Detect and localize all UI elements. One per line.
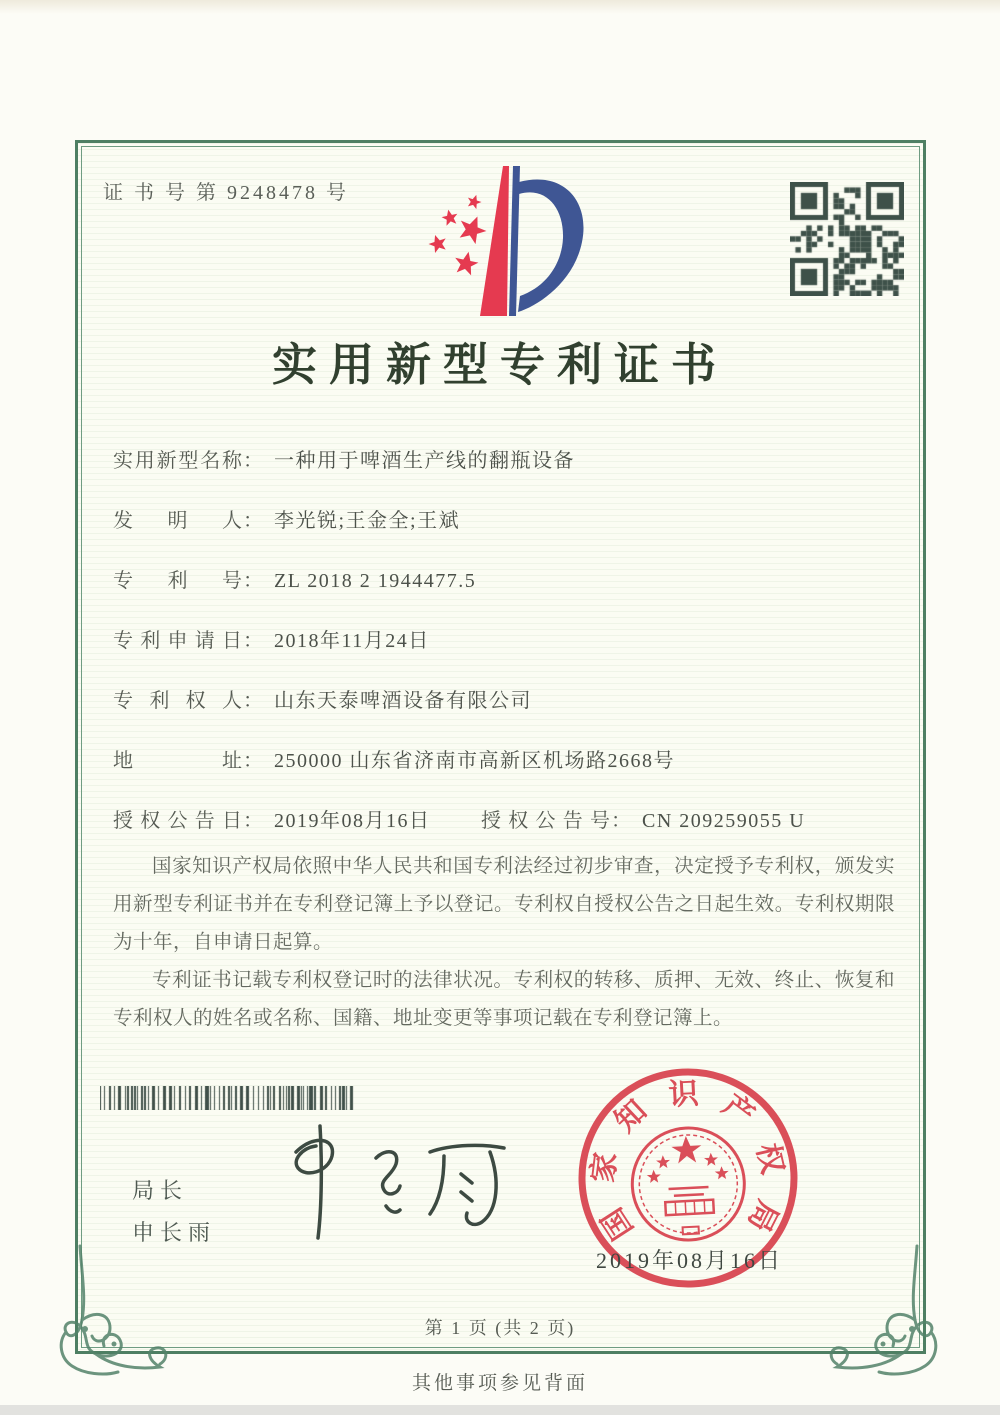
field-value: 2019年08月16日 [274,810,431,832]
seal-char: 识 [667,1077,700,1112]
field-colon: ： [243,690,264,712]
field-row-patent-number [113,564,905,624]
officer-block [132,1170,216,1254]
seal-char: 国 [595,1201,640,1246]
seal-national-emblem-icon [629,1125,747,1243]
field-row-patentee [113,684,905,744]
field-colon: ： [243,450,264,472]
field-colon: ： [243,750,264,772]
field-label: 授权公告号 [481,810,611,832]
legal-paragraph-2: 专利证书记载专利权登记时的法律状况。专利权的转移、质押、无效、终止、恢复和专利权人的姓名或名称、国籍、地址变更等事项记载在专利登记簿上。 [113,970,895,1029]
field-colon: ： [243,630,264,652]
field-value: 2018年11月24日 [274,630,430,652]
seal-date: 2019年08月16日 [596,1248,784,1273]
field-value: ZL 2018 2 1944477.5 [274,570,477,592]
field-colon: ： [243,810,264,832]
barcode [100,1086,356,1110]
qr-code [790,182,904,296]
seal-char: 权 [750,1140,790,1178]
field-row-name [113,444,905,504]
seal-char: 局 [741,1195,785,1237]
seal-char: 知 [608,1093,654,1139]
field-value: 一种用于啤酒生产线的翻瓶设备 [274,450,575,472]
officer-name: 申长雨 [132,1220,217,1245]
legal-text [113,848,895,1038]
seal-char: 产 [716,1088,761,1133]
field-value: 李光锐;王金全;王斌 [274,510,461,532]
grant-date-pair [113,810,431,832]
field-label: 专利申请日 [113,630,243,652]
field-colon: ： [611,810,632,832]
certificate-number: 证 书 号 第 9248478 号 [103,182,349,204]
field-label: 专利权人 [113,690,243,712]
field-value: CN 209259055 U [642,810,806,832]
legal-paragraph-1: 国家知识产权局依照中华人民共和国专利法经过初步审查，决定授予专利权，颁发实用新型专利证书并在专利登记簿上予以登记。专利权自授权公告之日起生效。专利权期限为十年，自申请日起算。 [113,856,895,953]
field-label: 专利号 [113,570,243,592]
back-note: 其他事项参见背面 [411,1373,588,1394]
officer-title: 局长 [132,1178,189,1203]
field-colon: ： [243,510,264,532]
page-number: 第 1 页 (共 2 页) [424,1318,576,1338]
field-label: 授权公告日 [113,810,243,832]
seal-char: 家 [586,1150,624,1185]
director-signature-icon [258,1118,518,1248]
certificate-title: 实用新型专利证书 [271,340,728,390]
field-value: 250000 山东省济南市高新区机场路2668号 [274,750,675,772]
field-row-inventors [113,504,905,564]
field-label: 发明人 [113,510,243,532]
certificate-fields [113,444,905,864]
field-row-address [113,744,905,804]
field-label: 地址 [113,750,243,772]
field-value: 山东天泰啤酒设备有限公司 [274,690,532,712]
field-label: 实用新型名称 [113,450,243,472]
cnipa-logo-icon [408,158,618,328]
field-colon: ： [243,570,264,592]
field-row-filing-date [113,624,905,684]
grant-number-pair [481,804,805,833]
